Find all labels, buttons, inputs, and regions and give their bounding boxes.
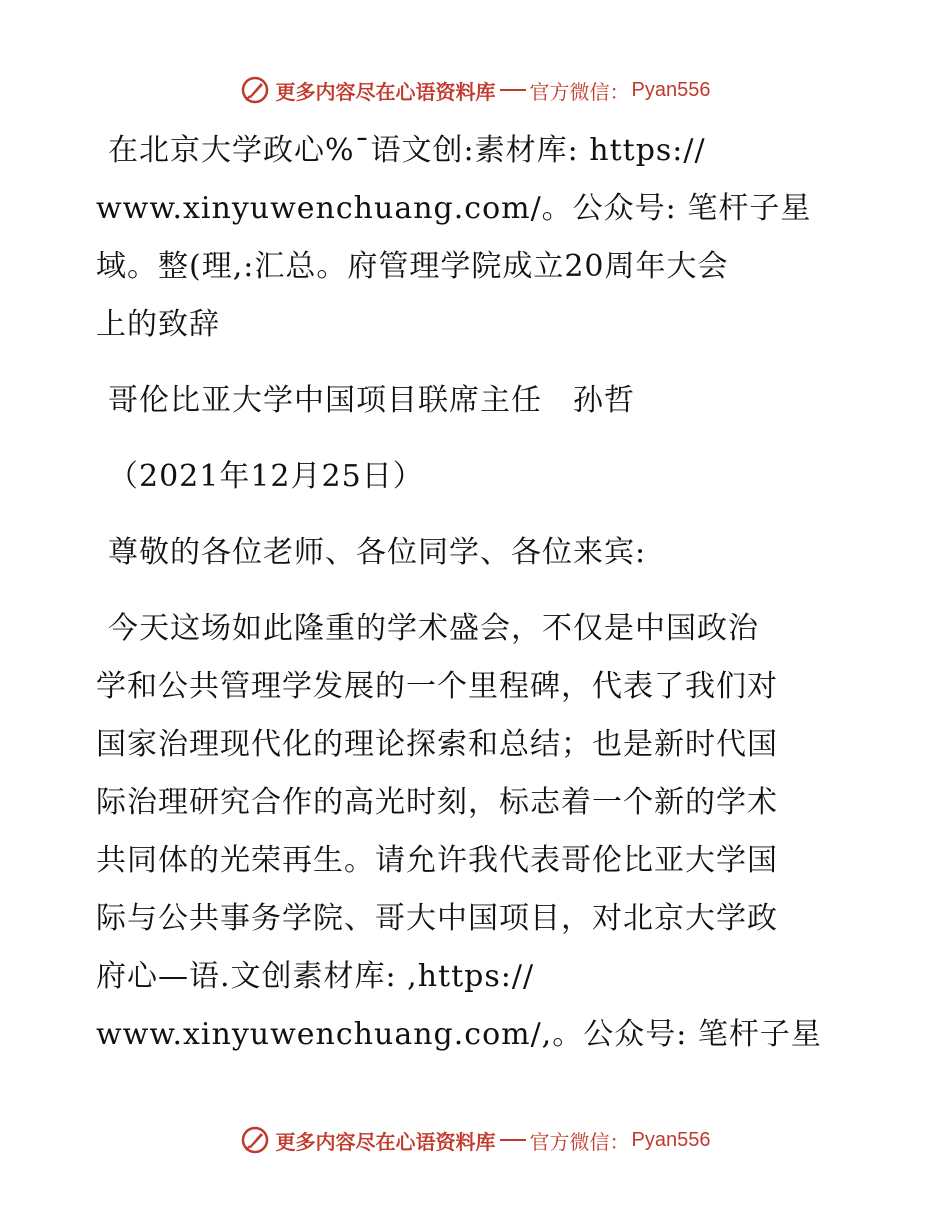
date-line: （2021年12月25日） [108, 459, 424, 494]
banner-dash [500, 1139, 526, 1141]
body-line: www.xinyuwenchuang.com/,。公众号: 笔杆子星 [96, 1017, 822, 1052]
body-line: 共同体的光荣再生。请允许我代表哥伦比亚大学国 [96, 843, 778, 878]
footer-watermark-banner [0, 1120, 950, 1160]
banner-contact: 官方微信： [529, 1129, 630, 1154]
intro-line: www.xinyuwenchuang.com/。公众号: 笔杆子星 [96, 191, 812, 226]
salutation-line: 尊敬的各位老师、各位同学、各位来宾: [108, 535, 647, 570]
body-line: 际治理研究合作的高光时刻，标志着一个新的学术 [96, 785, 778, 820]
body-line: 府心—语.文创素材库: ,https:// [96, 959, 535, 994]
quill-logo-icon [240, 1125, 270, 1155]
banner-text: 更多内容尽在心语资料库 [275, 79, 496, 104]
banner-dash [500, 89, 526, 91]
banner-handle: Pyan556 [631, 1128, 711, 1151]
author-line: 哥伦比亚大学中国项目联席主任 孙哲 [108, 383, 635, 418]
banner-handle: Pyan556 [631, 78, 711, 101]
quill-logo-icon [240, 75, 270, 105]
document-body [96, 122, 856, 1064]
intro-line: 在北京大学政心%¯语文创:素材库: https:// [108, 133, 706, 168]
header-watermark-banner [0, 70, 950, 110]
banner-contact: 官方微信： [529, 79, 630, 104]
body-line: 国家治理现代化的理论探索和总结；也是新时代国 [96, 727, 778, 762]
body-line: 际与公共事务学院、哥大中国项目，对北京大学政 [96, 901, 778, 936]
intro-line: 域。整(理,:汇总。府管理学院成立20周年大会 [96, 249, 729, 284]
body-line: 今天这场如此隆重的学术盛会，不仅是中国政治 [108, 611, 759, 646]
intro-line: 上的致辞 [96, 307, 220, 342]
body-line: 学和公共管理学发展的一个里程碑，代表了我们对 [96, 669, 778, 704]
banner-text: 更多内容尽在心语资料库 [275, 1129, 496, 1154]
